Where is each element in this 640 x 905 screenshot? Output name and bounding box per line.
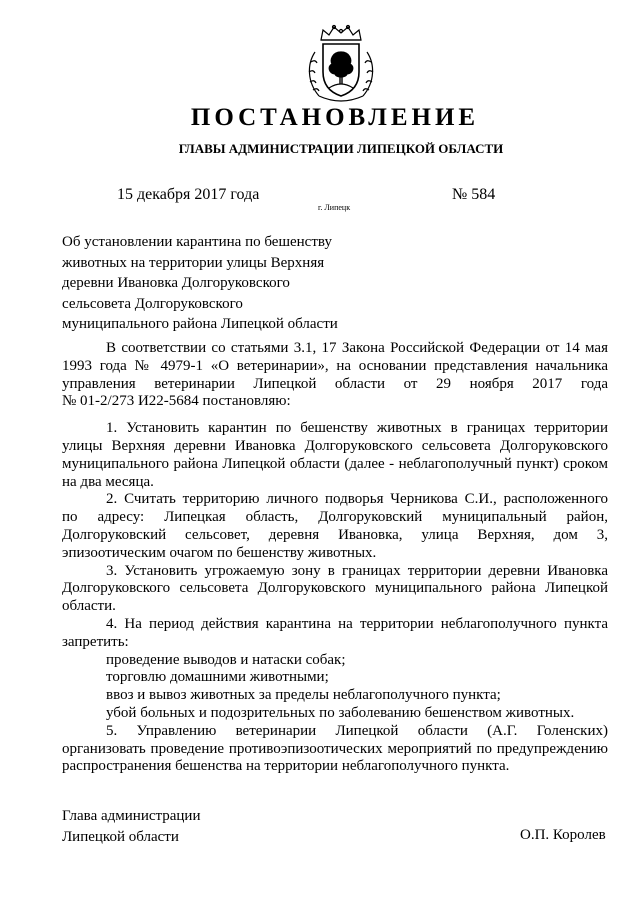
clause-3-line: 3. Установить угрожаемую зону в границах территории деревни Ивановка xyxy=(106,562,608,579)
clause-2-line: 2. Считать территорию личного подворья Черникова С.И., расположенного xyxy=(106,491,608,508)
prohibition-item: ввоз и вывоз животных за пределы неблагополучного пункта; xyxy=(106,687,501,704)
subject-line: муниципального района Липецкой области xyxy=(62,316,338,332)
clause-1-line: на два месяца. xyxy=(62,473,154,490)
issuing-authority: ГЛАВЫ АДМИНИСТРАЦИИ ЛИПЕЦКОЙ ОБЛАСТИ xyxy=(178,141,504,156)
clause-2-line: Долгоруковский сельсовет, деревня Ивановка, улица Верхняя, дом 3, xyxy=(62,526,608,543)
preamble-line: № 01-2/273 И22-5684 постановляю: xyxy=(62,393,291,410)
clause-1-line: улицы Верхняя деревни Ивановка Долгоруковского сельсовета Долгоруковского xyxy=(62,437,608,454)
clause-5-line: распространения бешенства на территории неблагополучного пункта. xyxy=(62,758,510,775)
preamble-line: В соответствии со статьями 3.1, 17 Закона Российской Федерации от 14 мая xyxy=(106,340,608,356)
clause-5-line: организовать проведение противоэпизоотических мероприятий по предупреждению xyxy=(62,740,608,757)
clause-4-line: 4. На период действия карантина на территории неблагополучного пункта xyxy=(106,615,608,632)
coat-of-arms-emblem xyxy=(301,22,381,104)
clause-1-line: муниципального района Липецкой области (далее - неблагополучный пункт) сроком xyxy=(62,455,608,472)
subject-line: Об установлении карантина по бешенству xyxy=(62,234,332,250)
signatory-name: О.П. Королев xyxy=(520,827,606,843)
document-body xyxy=(62,340,608,776)
prohibition-item: проведение выводов и натаски собак; xyxy=(106,651,346,668)
prohibition-item: торговлю домашними животными; xyxy=(106,669,329,686)
clause-5-line: 5. Управлению ветеринарии Липецкой области (А.Г. Голенских) xyxy=(106,722,608,739)
clause-1-line: 1. Установить карантин по бешенству животных в границах территории xyxy=(106,420,608,437)
clause-4-line: запретить: xyxy=(62,633,129,650)
signatory-position-line: Глава администрации xyxy=(62,808,201,824)
prohibition-item: убой больных и подозрительных по заболеванию бешенством животных. xyxy=(106,704,575,721)
document-date: 15 декабря 2017 года xyxy=(117,186,260,203)
document-subject xyxy=(62,232,362,335)
clause-3-line: области. xyxy=(62,598,116,615)
clause-2-line: по адресу: Липецкая область, Долгоруковский муниципальный район, xyxy=(62,509,608,526)
document-number: № 584 xyxy=(452,186,496,203)
document-title: ПОСТАНОВЛЕНИЕ xyxy=(190,104,480,131)
document-city: г. Липецк xyxy=(318,203,351,212)
subject-line: сельсовета Долгоруковского xyxy=(62,295,243,312)
signatory-position-line: Липецкой области xyxy=(62,828,179,845)
subject-line: деревни Ивановка Долгоруковского xyxy=(62,275,290,291)
clause-3-line: Долгоруковского сельсовета Долгоруковского муниципального района Липецкой xyxy=(62,580,608,597)
subject-line: животных на территории улицы Верхняя xyxy=(62,254,325,271)
clause-2-line: эпизоотическим очагом по бешенству животных. xyxy=(62,544,377,561)
preamble-line: 1993 года № 4979-1 «О ветеринарии», на основании представления начальника xyxy=(62,357,608,374)
preamble-line: управления ветеринарии Липецкой области от 29 ноября 2017 года xyxy=(62,375,608,392)
signatory-position xyxy=(62,806,200,847)
